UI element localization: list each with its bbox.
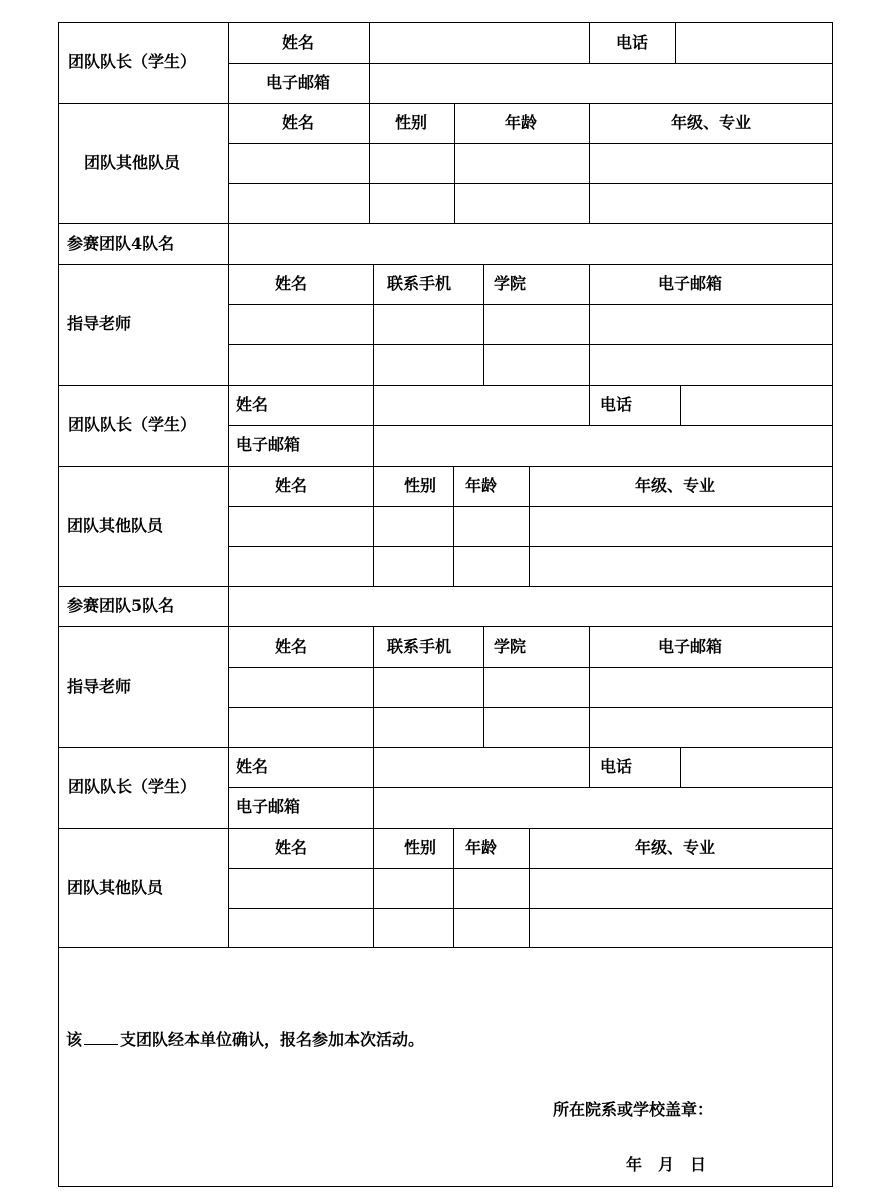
phone-header: 电话: [600, 395, 633, 414]
grid-line: [228, 667, 833, 668]
grid-line: [483, 264, 484, 386]
members-label: 团队其他队员: [83, 153, 181, 172]
mobile-header: 联系手机: [386, 274, 452, 293]
grid-line: [228, 22, 229, 948]
grade-major-header: 年级、专业: [634, 476, 716, 495]
grid-line: [373, 385, 374, 467]
email-header: 电子邮箱: [236, 797, 301, 816]
team5-name-label: 参赛团队5队名: [67, 596, 175, 615]
grid-line: [373, 264, 374, 386]
college-header: 学院: [493, 637, 527, 656]
name-header: 姓名: [236, 395, 269, 414]
captain-label: 团队队长（学生）: [68, 777, 197, 796]
phone-header: 电话: [600, 757, 633, 776]
grid-line: [373, 747, 374, 829]
grade-major-header: 年级、专业: [670, 113, 752, 132]
grid-line: [832, 22, 833, 1187]
grid-line: [675, 22, 676, 64]
grid-line: [228, 344, 833, 345]
grid-line: [228, 787, 833, 788]
grid-line: [589, 747, 590, 788]
email-header: 电子邮箱: [265, 73, 331, 92]
confirm-prefix: 该: [66, 1030, 83, 1049]
confirmation-statement: [66, 1030, 424, 1050]
grid-line: [453, 466, 454, 587]
grid-line: [369, 103, 370, 224]
grid-line: [373, 828, 374, 948]
grid-line: [228, 908, 833, 909]
age-header: 年龄: [504, 113, 538, 132]
grid-line: [58, 22, 833, 23]
name-header: 姓名: [274, 838, 308, 857]
gender-header: 性别: [403, 838, 437, 857]
grid-line: [680, 747, 681, 788]
grid-line: [58, 223, 833, 224]
grid-line: [228, 63, 833, 64]
grid-line: [228, 868, 833, 869]
grid-line: [680, 385, 681, 426]
name-header: 姓名: [274, 274, 308, 293]
name-header: 姓名: [281, 113, 315, 132]
gender-header: 性别: [394, 113, 428, 132]
grid-line: [58, 586, 833, 587]
grid-line: [58, 466, 833, 467]
grid-line: [589, 103, 590, 224]
grid-line: [529, 466, 530, 587]
grid-line: [58, 103, 833, 104]
members-label: 团队其他队员: [67, 516, 164, 535]
grid-line: [228, 707, 833, 708]
grid-line: [228, 143, 833, 144]
grid-line: [58, 385, 833, 386]
members-label: 团队其他队员: [67, 878, 164, 897]
age-header: 年龄: [464, 476, 498, 495]
gender-header: 性别: [403, 476, 437, 495]
grid-line: [589, 385, 590, 426]
grid-line: [228, 506, 833, 507]
grid-line: [58, 747, 833, 748]
email-header: 电子邮箱: [657, 274, 723, 293]
team4-name-label: 参赛团队4队名: [67, 234, 175, 253]
date-label: 年 月 日: [626, 1155, 707, 1174]
grid-line: [228, 304, 833, 305]
captain-label: 团队队长（学生）: [68, 415, 197, 434]
name-header: 姓名: [281, 33, 315, 52]
grid-line: [483, 626, 484, 748]
grid-line: [228, 546, 833, 547]
email-header: 电子邮箱: [657, 637, 723, 656]
grid-line: [453, 828, 454, 948]
phone-header: 电话: [616, 33, 649, 52]
grid-line: [369, 22, 370, 104]
grid-line: [454, 103, 455, 224]
mobile-header: 联系手机: [386, 637, 452, 656]
advisor-label: 指导老师: [67, 677, 132, 696]
grid-line: [373, 626, 374, 748]
name-header: 姓名: [274, 637, 308, 656]
grid-line: [58, 626, 833, 627]
confirm-suffix: 支团队经本单位确认，报名参加本次活动。: [120, 1030, 425, 1049]
advisor-label: 指导老师: [67, 314, 132, 333]
captain-label: 团队队长（学生）: [68, 52, 197, 71]
seal-label: 所在院系或学校盖章：: [553, 1100, 714, 1119]
grid-line: [589, 22, 590, 64]
name-header: 姓名: [236, 757, 269, 776]
grid-line: [589, 626, 590, 748]
grade-major-header: 年级、专业: [634, 838, 716, 857]
grid-line: [529, 828, 530, 948]
college-header: 学院: [493, 274, 527, 293]
email-header: 电子邮箱: [236, 435, 301, 454]
grid-line: [373, 466, 374, 587]
grid-line: [589, 264, 590, 386]
grid-line: [58, 22, 59, 1187]
name-header: 姓名: [274, 476, 308, 495]
grid-line: [58, 264, 833, 265]
grid-line: [228, 425, 833, 426]
grid-line: [58, 947, 833, 948]
team-count-blank[interactable]: [84, 1030, 118, 1045]
grid-line: [58, 828, 833, 829]
grid-line: [58, 1186, 833, 1187]
age-header: 年龄: [464, 838, 498, 857]
grid-line: [228, 183, 833, 184]
